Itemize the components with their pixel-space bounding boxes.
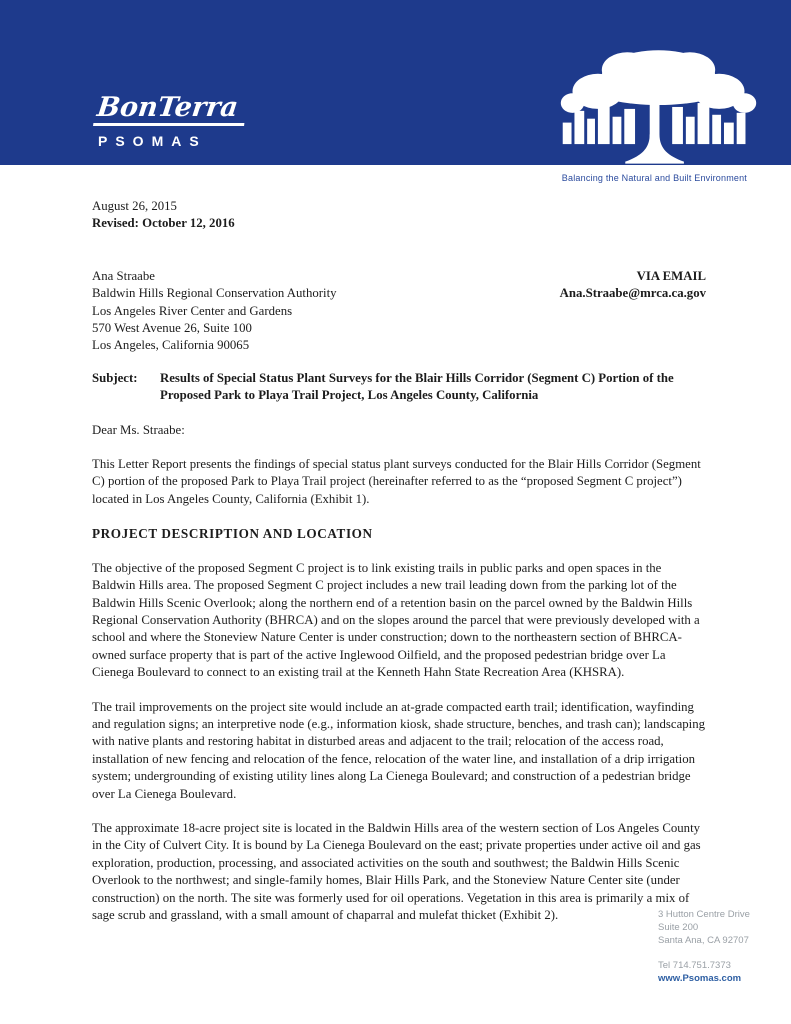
letter-content: [92, 198, 706, 924]
tree-city-skyline-icon: [551, 45, 766, 165]
footer-website: www.Psomas.com: [658, 973, 742, 984]
recipient-name: Ana Straabe: [92, 268, 155, 283]
logo-wordmark-psomas: PSOMAS: [98, 133, 207, 149]
recipient-address: Los Angeles River Center and Gardens: [92, 303, 293, 318]
letter-revised-date: Revised: October 12, 2016: [92, 216, 235, 231]
letterhead-banner: [0, 0, 791, 165]
delivery-block: [560, 268, 706, 355]
paragraph-intro: This Letter Report presents the findings of special status plant surveys conducted for the Blair Hills Corridor (Segment C) portion of the proposed Park to Playa Trail project (hereinafter referred to as the “proposed Segment C project”) located in Los Angeles County, California (Exhibit 1).: [92, 457, 701, 506]
company-tagline: Balancing the Natural and Built Environment: [561, 173, 747, 183]
logo-wordmark-bonterra: BonTerra: [93, 94, 248, 126]
delivery-email: Ana.Straabe@mrca.ca.gov: [559, 286, 706, 301]
paragraph-objective: The objective of the proposed Segment C project is to link existing trails in public parks and open spaces in the Baldwin Hills area. The proposed Segment C project includes a new trail leading down from the parking lot of the Baldwin Hills Scenic Overlook; along the northern end of a retention basin on the parcel owned by the Baldwin Hills Regional Conservation Authority (BHRCA) and on the slopes around the parcel that were previously developed with a school and where the Stoneview Nature Center is under construction; down to the northeastern section of BHRCA-owned surface property that is part of the active Inglewood Oilfield, and the proposed pedestrian bridge over La Cienega Boulevard to connect to an existing trail at the Kenneth Hahn State Recreation Area (KHSRA).: [92, 560, 700, 680]
recipient-suite: 570 West Avenue 26, Suite 100: [92, 321, 252, 336]
recipient-block: [92, 268, 337, 355]
subject-label: Subject:: [92, 370, 138, 385]
paragraph-site: The approximate 18-acre project site is located in the Baldwin Hills area of the western section of Los Angeles County in the City of Culvert City. It is bound by La Cienega Boulevard on the east; private properties under active oil and gas exploration, production, processing, and associated activities on the south and southwest; the Baldwin Hills Scenic Overlook to the northwest; and single-family homes, Blair Hills Park, and the Stoneview Nature Center site (under construction) on the north. The site was formerly used for oil operations. Vegetation in this area is primarily a mix of sage scrub and grassland, with a small amount of chaparral and mulefat thicket (Exhibit 2).: [92, 820, 701, 922]
subject-text: Results of Special Status Plant Surveys for the Blair Hills Corridor (Segment C) Portion of the Proposed Park to Playa Trail Project, Los Angeles County, California: [160, 370, 674, 403]
bonterra-psomas-logo: [95, 94, 246, 149]
footer-address-suite: Suite 200: [658, 922, 699, 933]
paragraph-improvements: The trail improvements on the project site would include an at-grade compacted earth trail; identification, wayfinding and regulation signs; an interpretive node (e.g., information kiosk, shade structure, benches, and trash can); landscaping with native plants and restoring habitat in disturbed areas and adjacent to the trail; relocation of the access road, installation of new fencing and relocation of the fence, relocation of the water line, and installation of a drip irrigation system; undergrounding of existing utility lines along La Cienega Boulevard; and construction of a pedestrian bridge over La Cienega Boulevard.: [92, 699, 706, 801]
salutation: Dear Ms. Straabe:: [92, 422, 185, 437]
address-row: [92, 268, 706, 355]
recipient-city: Los Angeles, California 90065: [92, 338, 250, 353]
footer-address-city: Santa Ana, CA 92707: [658, 935, 749, 946]
footer-contact: [658, 908, 750, 985]
section-heading: PROJECT DESCRIPTION AND LOCATION: [92, 526, 373, 542]
subject-line: [92, 370, 706, 405]
recipient-org: Baldwin Hills Regional Conservation Authority: [92, 286, 337, 301]
letter-date: August 26, 2015: [92, 199, 177, 213]
footer-phone: Tel 714.751.7373: [658, 960, 731, 971]
footer-address-street: 3 Hutton Centre Drive: [658, 909, 750, 920]
delivery-method: VIA EMAIL: [636, 268, 706, 283]
